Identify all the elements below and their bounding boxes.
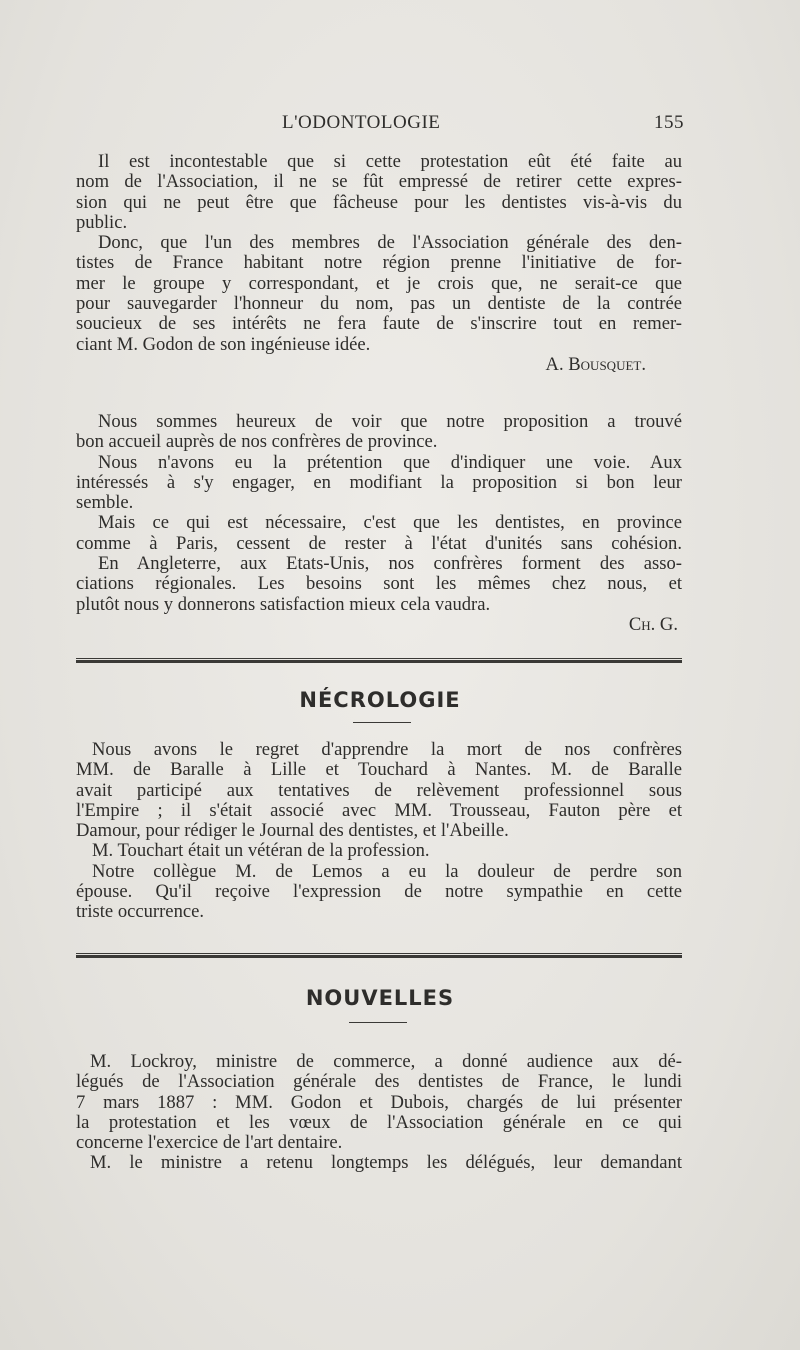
section-divider xyxy=(76,953,682,958)
text-line: Donc, que l'un des membres de l'Association générale des den- xyxy=(98,233,682,254)
text-line: Nous sommes heureux de voir que notre proposition a trouvé xyxy=(98,412,682,432)
text-line: concerne l'exercice de l'art dentaire. xyxy=(76,1133,343,1154)
title-underline xyxy=(349,1022,407,1023)
text-line: public. xyxy=(76,212,128,233)
text-line: pour sauvegarder l'honneur du nom, pas un dentiste de la contrée xyxy=(76,294,682,315)
text-line: Il est incontestable que si cette protestation eût été faite au xyxy=(98,152,682,172)
text-line: bon accueil auprès de nos confrères de province. xyxy=(76,432,438,453)
signature-bousquet: A. Bousquet. xyxy=(545,353,646,375)
text-line: avait participé aux tentatives de relèvement professionnel sous xyxy=(76,780,682,801)
text-line: ciations régionales. Les besoins sont les mêmes chez nous, et xyxy=(76,574,682,595)
text-line: épouse. Qu'il reçoive l'expression de notre sympathie en cette xyxy=(76,882,682,903)
necrologie-text xyxy=(76,740,682,923)
text-line: semble. xyxy=(76,493,134,514)
text-line: comme à Paris, cessent de rester à l'état d'unités sans cohésion. xyxy=(76,533,682,554)
text-line: sion qui ne peut être que fâcheuse pour les dentistes vis-à-vis du xyxy=(76,192,682,213)
text-line: ciant M. Godon de son ingénieuse idée. xyxy=(76,334,371,355)
running-header xyxy=(78,112,684,138)
title-underline xyxy=(353,722,411,723)
letter-text xyxy=(76,152,682,375)
text-line: En Angleterre, aux Etats-Unis, nos confrères forment des asso- xyxy=(98,554,682,575)
page-number: 155 xyxy=(654,112,684,133)
text-line: légués de l'Association générale des dentistes de France, le lundi xyxy=(76,1072,682,1093)
text-line: soucieux de ses intérêts ne fera faute de s'inscrire tout en remer- xyxy=(76,314,682,335)
text-line: Nous n'avons eu la prétention que d'indiquer une voie. Aux xyxy=(98,452,682,473)
text-line: MM. de Baralle à Lille et Touchard à Nantes. M. de Baralle xyxy=(76,760,682,781)
running-title: L'ODONTOLOGIE xyxy=(282,112,441,133)
text-line: M. Touchart était un vétéran de la profession. xyxy=(92,841,430,862)
text-line: 7 mars 1887 : MM. Godon et Dubois, chargés de lui présenter xyxy=(76,1092,682,1113)
text-line: plutôt nous y donnerons satisfaction mieux cela vaudra. xyxy=(76,594,491,615)
editorial-response xyxy=(76,412,682,635)
section-divider xyxy=(76,658,682,663)
text-line: intéressés à s'y engager, en modifiant la proposition si bon leur xyxy=(76,472,682,493)
text-line: tistes de France habitant notre région prenne l'initiative de for- xyxy=(76,253,682,274)
text-line: Nous avons le regret d'apprendre la mort de nos confrères xyxy=(92,740,682,760)
text-line: Notre collègue M. de Lemos a eu la douleur de perdre son xyxy=(92,861,682,882)
text-line: triste occurrence. xyxy=(76,902,205,923)
section-title-nouvelles: NOUVELLES xyxy=(305,986,455,1010)
text-line: l'Empire ; il s'était associé avec MM. Trousseau, Fauton père et xyxy=(76,800,682,821)
nouvelles-text xyxy=(76,1052,682,1174)
text-line: nom de l'Association, il ne se fût empressé de retirer cette expres- xyxy=(76,172,682,193)
text-line: Mais ce qui est nécessaire, c'est que les dentistes, en province xyxy=(98,513,682,534)
text-line: Damour, pour rédiger le Journal des dentistes, et l'Abeille. xyxy=(76,821,509,842)
section-title-necrologie: NÉCROLOGIE xyxy=(299,688,461,712)
text-line: M. Lockroy, ministre de commerce, a donné audience aux dé- xyxy=(90,1052,682,1072)
signature-ch-g: Ch. G. xyxy=(628,613,678,635)
text-line: mer le groupe y correspondant, et je crois que, ne serait-ce que xyxy=(76,273,682,294)
text-line: M. le ministre a retenu longtemps les délégués, leur demandant xyxy=(90,1153,682,1174)
text-line: la protestation et les vœux de l'Association générale en ce qui xyxy=(76,1112,682,1133)
